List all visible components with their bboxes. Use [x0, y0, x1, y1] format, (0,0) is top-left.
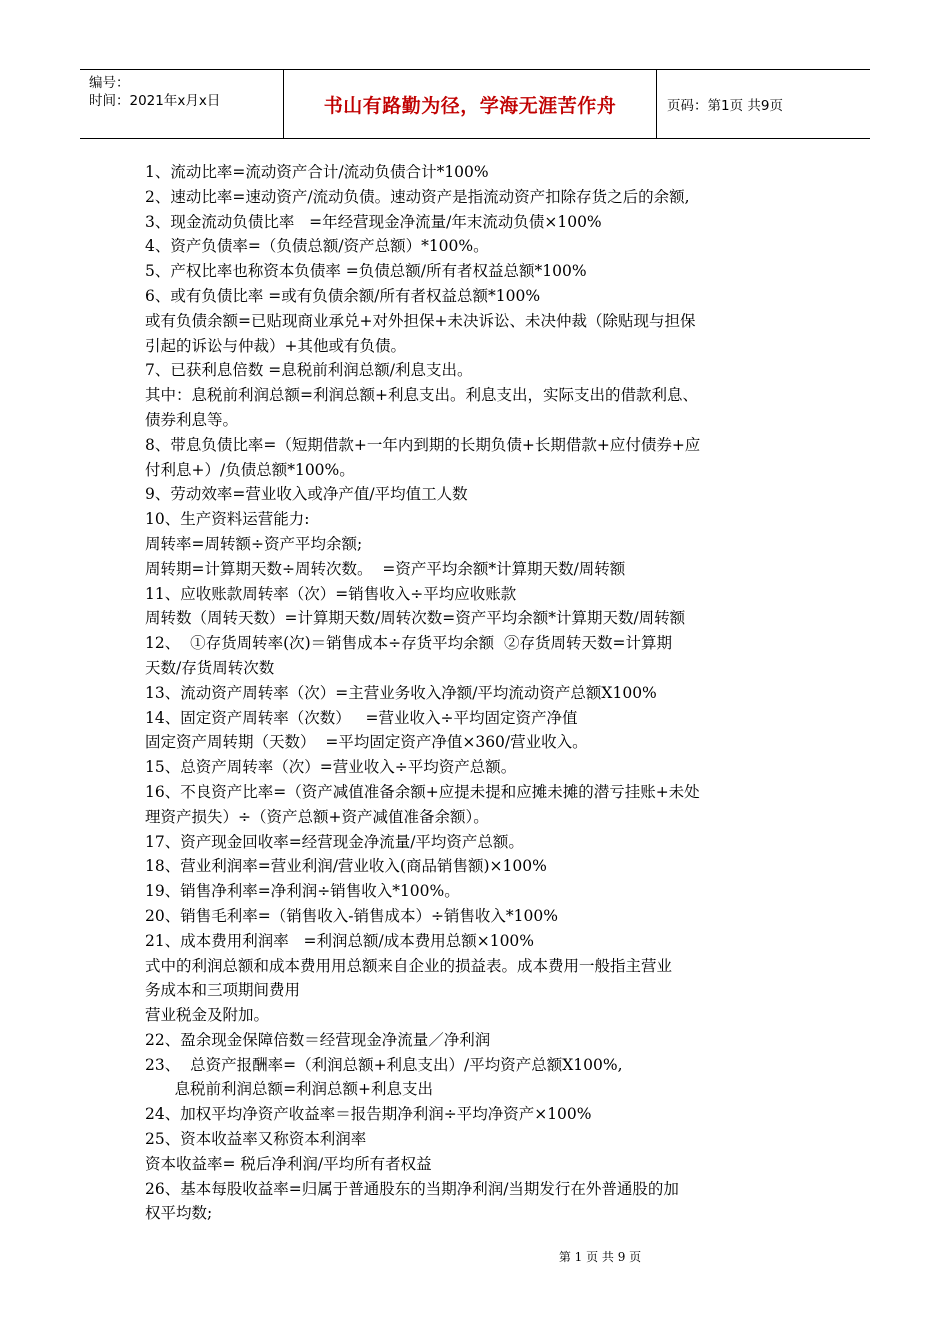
text-line: 12、 ①存货周转率(次)＝销售成本÷存货平均余额 ②存货周转天数=计算期 [145, 634, 673, 653]
header-page-info: 页码：第1页 共9页 [667, 98, 783, 114]
text-line: 其中：息税前利润总额=利润总额+利息支出。利息支出，实际支出的借款利息、 [145, 386, 698, 405]
text-line: 13、流动资产周转率（次）=主营业务收入净额/平均流动资产总额X100% [145, 683, 657, 702]
text-line: 营业税金及附加。 [145, 1006, 270, 1025]
page-footer: 第 1 页 共 9 页 [558, 1250, 642, 1264]
text-line: 1、流动比率=流动资产合计/流动负债合计*100% [145, 163, 489, 181]
text-line: 3、现金流动负债比率 =年经营现金净流量/年末流动负债×100% [145, 212, 602, 231]
text-line: 18、营业利润率=营业利润/营业收入(商品销售额)×100% [145, 857, 547, 876]
text-line: 8、带息负债比率=（短期借款+一年内到期的长期负债+长期借款+应付债券+应 [145, 435, 701, 454]
text-line: 9、劳动效率=营业收入或净产值/平均值工人数 [145, 485, 468, 504]
document-number-label: 编号： [89, 75, 130, 91]
page-header [80, 69, 870, 139]
text-line: 20、销售毛利率=（销售收入-销售成本）÷销售收入*100% [145, 906, 558, 925]
text-line: 24、加权平均净资产收益率＝报告期净利润÷平均净资产×100% [145, 1105, 592, 1124]
text-line: 周转率=周转额÷资产平均余额; [145, 534, 363, 553]
text-line: 26、基本每股收益率=归属于普通股东的当期净利润/当期发行在外普通股的加 [145, 1179, 679, 1198]
text-line: 天数/存货周转次数 [145, 658, 275, 677]
document-date-label: 时间：2021年x月x日 [89, 93, 221, 109]
header-meta [80, 70, 284, 138]
text-line: 4、资产负债率=（负债总额/资产总额）*100%。 [145, 237, 489, 256]
text-line: 付利息+）/负债总额*100%。 [145, 460, 355, 479]
formula-list [145, 160, 815, 1226]
text-line: 17、资产现金回收率=经营现金净流量/平均资产总额。 [145, 832, 524, 851]
text-line: 理资产损失）÷（资产总额+资产减值准备余额）。 [145, 807, 489, 826]
text-line: 15、总资产周转率（次）=营业收入÷平均资产总额。 [145, 758, 517, 777]
text-line: 19、销售净利率=净利润÷销售收入*100%。 [145, 882, 460, 901]
text-line: 权平均数; [145, 1204, 213, 1223]
text-line: 5、产权比率也称资本负债率 =负债总额/所有者权益总额*100% [145, 262, 587, 281]
text-line: 周转期=计算期天数÷周转次数。 =资产平均余额*计算期天数/周转额 [145, 559, 626, 578]
text-line: 式中的利润总额和成本费用用总额来自企业的损益表。成本费用一般指主营业 [145, 956, 673, 975]
text-line: 或有负债余额=已贴现商业承兑+对外担保+未决诉讼、未决仲裁（除贴现与担保 [145, 311, 696, 330]
text-line: 21、成本费用利润率 =利润总额/成本费用总额×100% [145, 931, 535, 950]
text-line: 11、应收账款周转率（次）=销售收入÷平均应收账款 [145, 584, 517, 603]
text-line: 23、 总资产报酬率=（利润总额+利息支出）/平均资产总额X100%, [145, 1055, 623, 1074]
text-line: 引起的诉讼与仲裁）+其他或有负债。 [145, 336, 406, 355]
text-line: 息税前利润总额=利润总额+利息支出 [145, 1080, 434, 1099]
text-line: 固定资产周转期（天数） =平均固定资产净值×360/营业收入。 [145, 733, 588, 752]
text-line: 资本收益率= 税后净利润/平均所有者权益 [145, 1154, 432, 1173]
text-line: 16、不良资产比率=（资产减值准备余额+应提未提和应摊未摊的潜亏挂账+未处 [145, 782, 700, 801]
text-line: 14、固定资产周转率（次数） =营业收入÷平均固定资产净值 [145, 708, 578, 727]
text-line: 25、资本收益率又称资本利润率 [145, 1130, 367, 1149]
text-line: 22、盈余现金保障倍数＝经营现金净流量／净利润 [145, 1030, 491, 1049]
text-line: 务成本和三项期间费用 [145, 981, 301, 1000]
text-line: 10、生产资料运营能力: [145, 510, 310, 529]
text-line: 7、已获利息倍数 =息税前利润总额/利息支出。 [145, 361, 473, 380]
text-line: 债券利息等。 [145, 410, 239, 429]
text-line: 周转数（周转天数）=计算期天数/周转次数=资产平均余额*计算期天数/周转额 [145, 609, 686, 628]
text-line: 2、速动比率=速动资产/流动负债。速动资产是指流动资产扣除存货之后的余额, [145, 187, 690, 206]
header-motto: 书山有路勤为径，学海无涯苦作舟 [284, 70, 657, 138]
text-line: 6、或有负债比率 =或有负债余额/所有者权益总额*100% [145, 286, 541, 305]
